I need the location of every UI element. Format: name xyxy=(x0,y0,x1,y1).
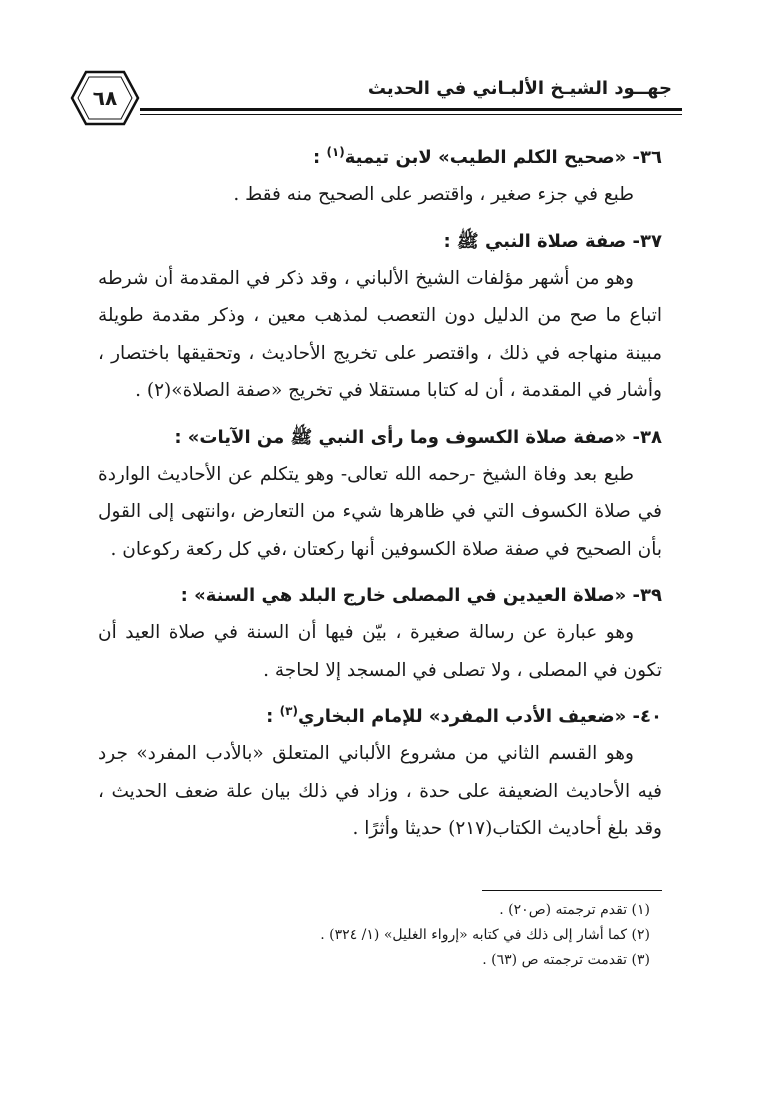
entry-heading: ٣٩- «صلاة العيدين في المصلى خارج البلد هي السنة» : xyxy=(180,585,662,606)
entry-paragraph: طبع بعد وفاة الشيخ -رحمه الله تعالى- وهو يتكلم عن الأحاديث الواردة في صلاة الكسوف التي في ظاهرها شيء من التعارض ،وانتهى إلى القول بأن الصحيح في صفة صلاة الكسوفين أنها ركعتان ،في كل ركعة ركوعان . xyxy=(98,463,662,560)
header-rule-thin xyxy=(140,114,682,115)
entry-paragraph: طبع في جزء صغير ، واقتصر على الصحيح منه فقط . xyxy=(233,184,634,205)
entry-paragraph: وهو من أشهر مؤلفات الشيخ الألباني ، وقد ذكر في المقدمة أن شرطه اتباع ما صح من الدليل دون التعصب لمذهب معين ، وذكر مقدمة طويلة مبينة منهاجه في ذلك ، واقتصر على تخريج الأحاديث ، وتحقيقها باختصار ، وأشار في المقدمة ، أن له كتابا مستقلا في تخريج «صفة الصلاة»(٢) . xyxy=(98,267,662,401)
running-title: جهــود الشيـخ الألبـاني في الحديث xyxy=(367,78,672,99)
header-rule xyxy=(140,108,682,111)
entry-paragraph: وهو القسم الثاني من مشروع الألباني المتعلق «بالأدب المفرد» جرد فيه الأحاديث الضعيفة على حدة ، وزاد في ذلك بيان علة ضعف الحديث ، وقد بلغ أحاديث الكتاب(٢١٧) حديثا وأثرًا . xyxy=(98,743,662,839)
entry-heading: ٣٦- «صحيح الكلم الطيب» لابن تيمية$^{(١)}$ : xyxy=(312,145,662,168)
footnote-3: (٣) تقدمت ترجمته ص (٦٣) . xyxy=(482,952,650,968)
page-number-badge xyxy=(70,70,140,126)
body-text xyxy=(98,140,662,858)
footnote-2: (٢) كما أشار إلى ذلك في كتابه «إرواء الغليل» (١/ ٣٢٤) . xyxy=(320,927,650,943)
footnotes xyxy=(98,898,650,973)
footnote-separator xyxy=(482,890,662,891)
running-header xyxy=(70,66,682,126)
entry-38 xyxy=(98,420,662,569)
footnote-ref: (٣) xyxy=(279,704,298,718)
entry-40 xyxy=(98,699,662,848)
entry-heading: ٣٧- صفة صلاة النبي ﷺ : xyxy=(443,230,662,252)
entry-37 xyxy=(98,224,662,410)
entry-heading: ٣٨- «صفة صلاة الكسوف وما رأى النبي ﷺ من الآيات» : xyxy=(174,426,662,448)
page-number: ٦٨ xyxy=(92,86,118,110)
footnote-ref: (١) xyxy=(326,145,345,159)
footnote-1: (١) تقدم ترجمته (ص٢٠) . xyxy=(499,902,650,918)
entry-36 xyxy=(98,140,662,214)
entry-paragraph: وهو عبارة عن رسالة صغيرة ، بيّن فيها أن السنة في صلاة العيد أن تكون في المصلى ، ولا تصلى في المسجد إلا لحاجة . xyxy=(98,622,662,681)
entry-39 xyxy=(98,578,662,689)
entry-heading: ٤٠- «ضعيف الأدب المفرد» للإمام البخاري$^{(٣)}$ : xyxy=(266,704,662,727)
